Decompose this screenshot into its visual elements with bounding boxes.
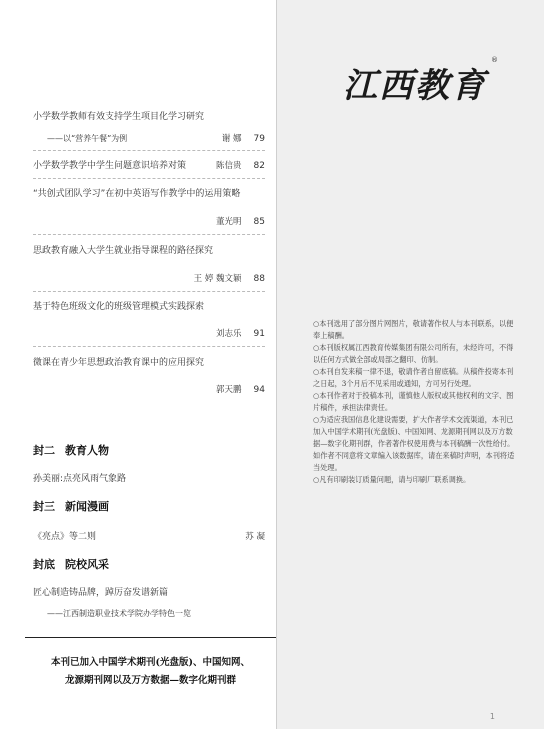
article-page: 82 xyxy=(253,161,265,171)
divider xyxy=(33,234,265,235)
article-byline xyxy=(216,216,265,228)
divider xyxy=(33,178,265,179)
article-title[interactable]: 基于特色班级文化的班级管理模式实践探索 xyxy=(33,302,205,312)
article-author: 郭天鹏 xyxy=(216,385,242,395)
article-author: 陈信贵 xyxy=(216,161,242,171)
indexing-note-line2: 龙源期刊网以及万方数据—数字化期刊群 xyxy=(64,675,236,686)
page-number: 1 xyxy=(489,712,495,721)
masthead-column xyxy=(276,0,544,729)
section-heading-cover3 xyxy=(33,500,109,514)
article-byline xyxy=(222,133,265,145)
section-label: 封三 xyxy=(33,500,55,513)
section-label: 封底 xyxy=(33,558,55,571)
article-meta xyxy=(33,273,265,285)
editorial-notice xyxy=(313,318,519,486)
article-meta xyxy=(33,384,265,396)
cover3-author: 苏 凝 xyxy=(245,532,265,542)
notice-paragraph: ○本刊作者对于投稿本刊，谨慎他人版权或其他权利的文字、图片稿件，承担法律责任。 xyxy=(313,391,514,412)
article-byline xyxy=(194,273,265,285)
article-meta xyxy=(33,216,265,228)
article-author: 王 婷 魏文颖 xyxy=(193,274,242,284)
article-subtitle: ——以“营养午餐”为例 xyxy=(47,134,128,143)
article-page: 88 xyxy=(253,274,265,284)
article-byline xyxy=(216,328,265,340)
divider xyxy=(33,346,265,347)
article-page: 79 xyxy=(253,134,265,144)
article-meta xyxy=(33,328,265,340)
article-title[interactable]: 思政教育融入大学生就业指导课程的路径探究 xyxy=(33,246,214,256)
magazine-logo: 江西教育 xyxy=(343,66,487,106)
article-byline xyxy=(216,160,265,172)
article-byline xyxy=(216,384,265,396)
article-meta xyxy=(33,160,265,172)
back-item[interactable]: 匠心制造铸品牌，踔厉奋发谱新篇 xyxy=(33,588,169,598)
section-name: 院校风采 xyxy=(65,558,109,571)
section-name: 教育人物 xyxy=(65,444,109,457)
article-page: 85 xyxy=(253,217,265,227)
notice-paragraph: ○凡有印刷装订质量问题，请与印刷厂联系调换。 xyxy=(313,475,471,484)
cover2-item[interactable]: 孙美丽:点亮风雨气象路 xyxy=(33,474,127,484)
back-item-subtitle: ——江西制造职业技术学院办学特色一览 xyxy=(47,609,191,618)
article-author: 谢 娜 xyxy=(221,134,242,144)
indexing-note-line1: 本刊已加入中国学术期刊(光盘版)、中国知网、 xyxy=(51,657,250,668)
section-label: 封二 xyxy=(33,444,55,457)
section-heading-back xyxy=(33,558,109,572)
cover3-item[interactable]: 《亮点》等二则 xyxy=(33,532,97,542)
article-page: 94 xyxy=(253,385,265,395)
notice-paragraph: ○本刊选用了部分图片网图片，敬请著作权人与本刊联系，以便奉上稿酬。 xyxy=(313,319,514,340)
registered-mark: ® xyxy=(491,56,498,64)
article-page: 91 xyxy=(253,329,265,339)
notice-paragraph: ○本刊版权属江西教育传媒集团有限公司所有，未经许可，不得以任何方式做全部或局部之翻印、仿制。 xyxy=(313,343,514,364)
article-author: 刘志乐 xyxy=(216,329,242,339)
section-name: 新闻漫画 xyxy=(65,500,109,513)
article-meta xyxy=(33,133,265,145)
article-title[interactable]: 微课在青少年思想政治教育课中的应用探究 xyxy=(33,358,205,368)
bottom-rule xyxy=(25,637,276,638)
section-heading-cover2 xyxy=(33,444,109,458)
divider xyxy=(33,150,265,151)
article-title[interactable]: 小学数学教学中学生问题意识培养对策 xyxy=(33,161,187,171)
notice-paragraph: ○本刊自发来稿一律不退，敬请作者自留底稿。从稿件投寄本刊之日起，3个月后不见采用或通知，方可另行处理。 xyxy=(313,367,514,388)
article-title[interactable]: “共创式团队学习”在初中英语写作教学中的运用策略 xyxy=(33,189,241,199)
article-title[interactable]: 小学数学教师有效支持学生项目化学习研究 xyxy=(33,112,205,122)
cover3-meta xyxy=(33,531,265,543)
article-author: 董光明 xyxy=(216,217,242,227)
notice-paragraph: ○为适应我国信息化建设需要，扩大作者学术交流渠道，本刊已加入中国学术期刊(光盘版)、中国知网、龙源期刊网以及万方数据—数字化期刊群，作者著作权使用费与本刊稿酬一次性给付。如作者不同意将文章编入该数据库，请在来稿时声明，本刊将适当处理。 xyxy=(313,415,515,472)
divider xyxy=(33,291,265,292)
